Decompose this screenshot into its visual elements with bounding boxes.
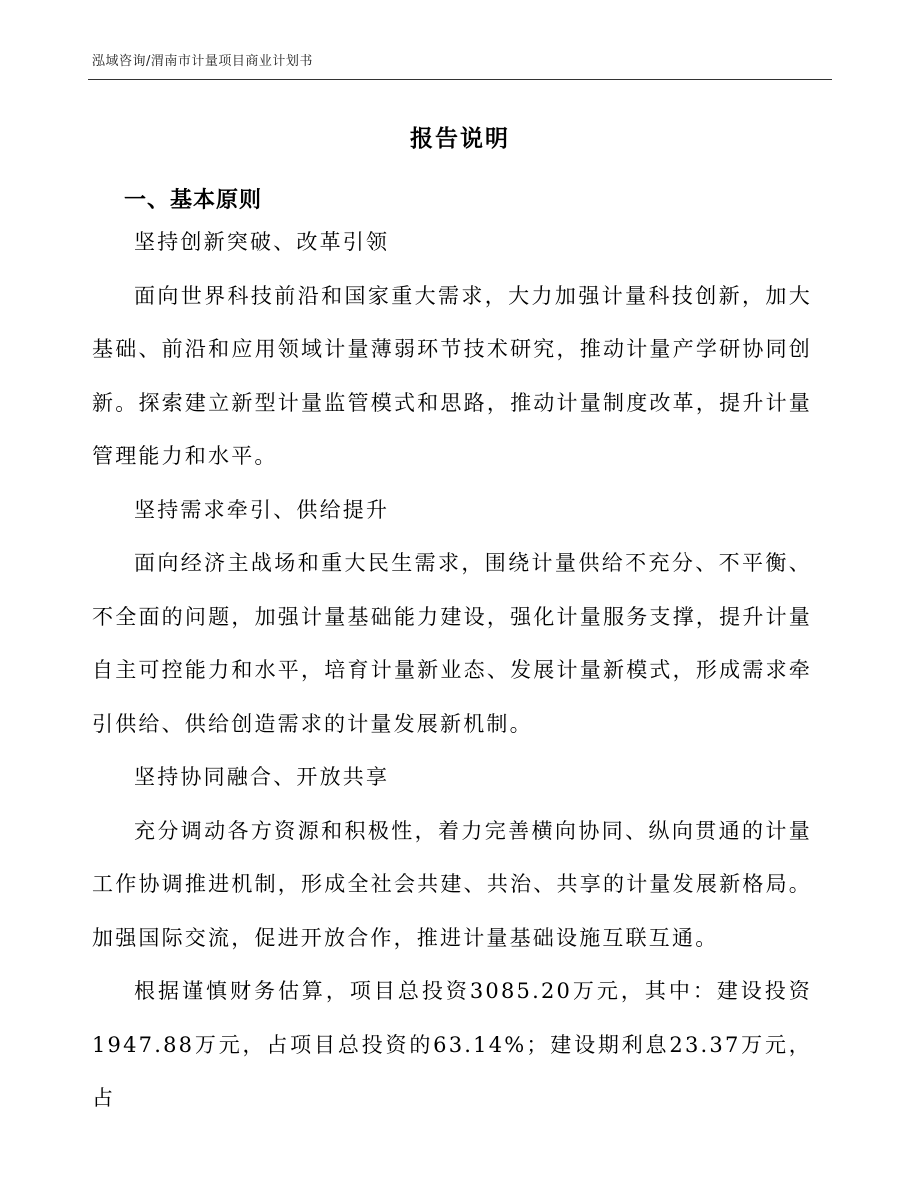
body-paragraph-investment: 根据谨慎财务估算，项目总投资3085.20万元，其中：建设投资1947.88万元，占项目总投资的63.14%；建设期利息23.37万元，占 — [92, 979, 812, 1110]
document-title: 报告说明 — [410, 126, 510, 152]
body-paragraph-1: 面向世界科技前沿和国家重大需求，大力加强计量科技创新，加大基础、前沿和应用领域计量薄弱环节技术研究，推动计量产学研协同创新。探索建立新型计量监管模式和思路，推动计量制度改革，提升计量管理能力和水平。 — [92, 283, 812, 468]
section-heading: 一、基本原则 — [124, 188, 263, 213]
running-header: 泓域咨询/渭南市计量项目商业计划书 — [92, 54, 313, 69]
body-paragraph-3: 充分调动各方资源和积极性，着力完善横向协同、纵向贯通的计量工作协调推进机制，形成全社会共建、共治、共享的计量发展新格局。加强国际交流，促进开放合作，推进计量基础设施互联互通。 — [92, 818, 812, 950]
principle-heading-3: 坚持协同融合、开放共享 — [134, 765, 390, 789]
principle-heading-1: 坚持创新突破、改革引领 — [134, 230, 390, 254]
header-divider — [88, 79, 832, 80]
document-body — [92, 216, 812, 1126]
principle-heading-2: 坚持需求牵引、供给提升 — [134, 497, 390, 522]
body-paragraph-2: 面向经济主战场和重大民生需求，围绕计量供给不充分、不平衡、不全面的问题，加强计量基础能力建设，强化计量服务支撑，提升计量自主可控能力和水平，培育计量新业态、发展计量新模式，形成需求牵引供给、供给创造需求的计量发展新机制。 — [92, 551, 812, 736]
